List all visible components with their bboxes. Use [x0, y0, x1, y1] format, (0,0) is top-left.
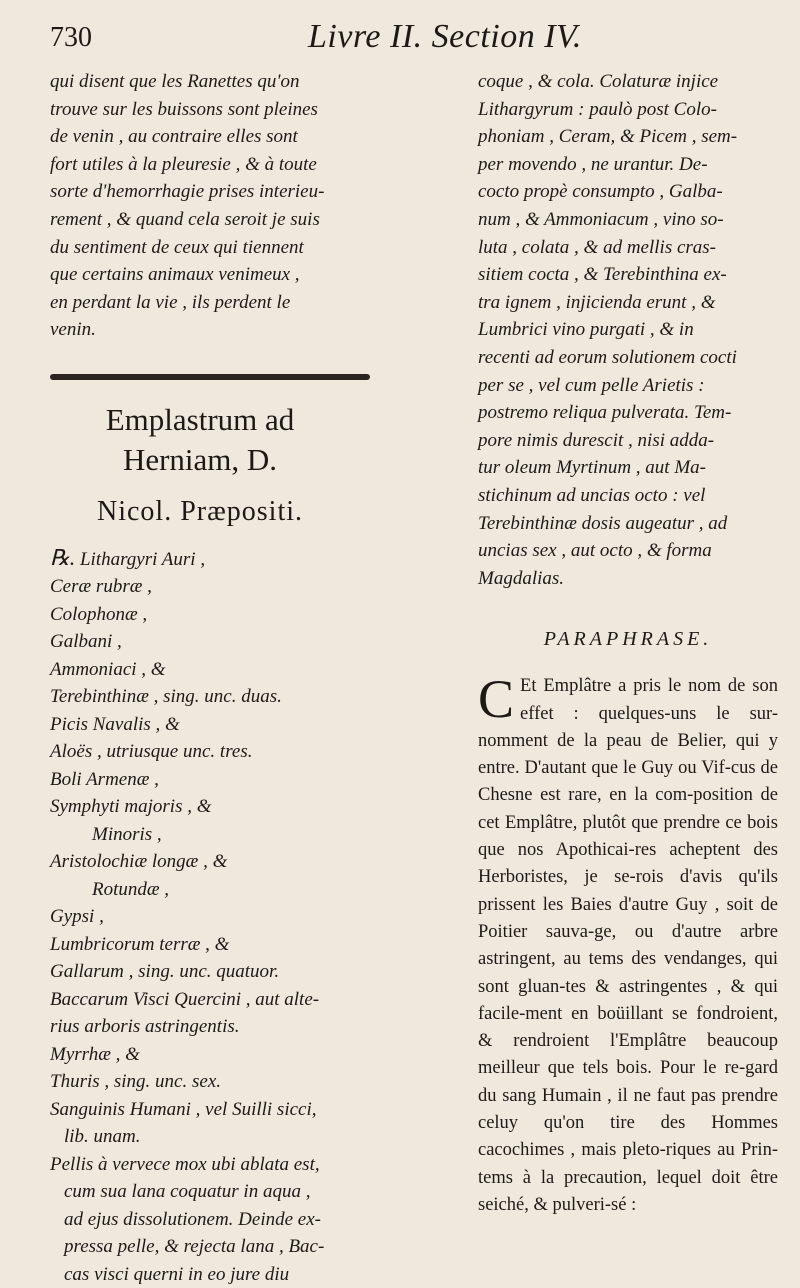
ingredient-list — [50, 544, 410, 1288]
page-number: 730 — [50, 22, 92, 53]
intro-paragraph — [50, 68, 410, 344]
ingredient-line: Colophonæ , — [50, 603, 148, 625]
running-title: Livre II. Section IV. — [308, 18, 582, 55]
text-line: sitiem cocta , & Terebinthina ex- — [478, 264, 727, 286]
text-line: sorte d'hemorrhagie prises interieu- — [50, 181, 325, 203]
text-line: uncias sex , aut octo , & forma — [478, 540, 712, 562]
ingredient-line: Aristolochiæ longæ , & — [50, 851, 228, 873]
ingredient-line: Galbani , — [50, 631, 122, 653]
ingredient-line: Gypsi , — [50, 906, 104, 928]
ingredient-line: Boli Armenæ , — [50, 768, 159, 790]
text-line: fort utiles à la pleuresie , & à toute — [50, 153, 317, 175]
ingredient-line: cum sua lana coquatur in aqua , — [64, 1181, 311, 1203]
text-line: Lithargyrum : paulò post Colo- — [478, 98, 717, 120]
text-line: stichinum ad uncias octo : vel — [478, 484, 706, 506]
recipe-symbol: ℞. — [50, 544, 76, 570]
text-line: venin. — [50, 319, 96, 341]
ingredient-line: Myrrhæ , & — [50, 1043, 140, 1065]
text-line: Magdalias. — [478, 567, 565, 589]
recipe-title: Emplastrum ad Herniam, D. — [105, 401, 295, 477]
text-line: per se , vel cum pelle Arietis : — [478, 374, 705, 396]
ingredient-line: Thuris , sing. unc. sex. — [50, 1071, 221, 1093]
ingredient-line: lib. unam. — [64, 1126, 141, 1148]
ingredient-line: Ceræ rubræ , — [50, 576, 152, 598]
ingredient-line: Lumbricorum terræ , & — [50, 933, 230, 955]
paraphrase-paragraph — [478, 669, 778, 1219]
text-line: Terebinthinæ dosis augeatur , ad — [478, 512, 728, 534]
text-line: que certains animaux venimeux , — [50, 264, 300, 286]
ingredient-line: ℞. Lithargyri Auri , — [50, 544, 206, 570]
text-line: recenti ad eorum solutionem cocti — [478, 346, 737, 368]
text-line: Lumbrici vino purgati , & in — [478, 319, 694, 341]
ingredient-line: cas visci querni in eo jure diu — [64, 1263, 290, 1285]
latin-instructions — [478, 68, 778, 592]
ingredient-line: Gallarum , sing. unc. quatuor. — [50, 961, 280, 983]
text-line: de venin , au contraire elles sont — [50, 126, 298, 148]
drop-cap: C — [478, 669, 515, 730]
text-line: en perdant la vie , ils perdent le — [50, 291, 291, 313]
text-line: postremo reliqua pulverata. Tem- — [478, 402, 732, 424]
ingredient-line: pressa pelle, & rejecta lana , Bac- — [64, 1236, 325, 1258]
ingredient-line: Ammoniaci , & — [50, 658, 166, 680]
text-line: pore nimis durescit , nisi adda- — [478, 429, 715, 451]
text-line: coque , & cola. Colaturæ injice — [478, 71, 719, 92]
text-line: qui disent que les Ranettes qu'on — [50, 71, 300, 92]
ingredient-line: Picis Navalis , & — [50, 713, 180, 735]
page-header — [50, 18, 750, 64]
ingredient-line: Minoris , — [92, 823, 162, 845]
text-line: num , & Ammoniacum , vino so- — [478, 208, 724, 230]
text-line: per movendo , ne urantur. De- — [478, 153, 708, 175]
text-line: tur oleum Myrtinum , aut Ma- — [478, 457, 706, 479]
ingredient-line: Baccarum Visci Quercini , aut alte- — [50, 988, 320, 1010]
right-column — [478, 68, 778, 1219]
ingredient-line: ad ejus dissolutionem. Deinde ex- — [64, 1208, 321, 1230]
text-line: phoniam , Ceram, & Picem , sem- — [478, 126, 738, 148]
ingredient-line: Rotundæ , — [92, 878, 170, 900]
text-line: luta , colata , & ad mellis cras- — [478, 236, 717, 258]
text-line: cocto propè consumpto , Galba- — [478, 181, 723, 203]
paraphrase-heading: PARAPHRASE. — [543, 628, 713, 651]
text-line: du sentiment de ceux qui tiennent — [50, 236, 304, 258]
section-divider — [50, 374, 370, 380]
ingredient-line: Terebinthinæ , sing. unc. duas. — [50, 686, 282, 708]
ingredient-line: Aloës , utriusque unc. tres. — [50, 741, 253, 763]
recipe-author: Nicol. Præpositi. — [96, 495, 303, 527]
ingredient-line: Sanguinis Humani , vel Suilli sicci, — [50, 1098, 317, 1120]
text-line: rement , & quand cela seroit je suis — [50, 208, 320, 230]
paraphrase-body: Et Emplâtre a pris le nom de son effet : quelques-uns le sur-nomment de la peau de Belier, qui y entre. D'autant que le Guy ou Vif-cus de Chesne est rare, en la com-position de cet Emplâtre, plutôt que prendre ce bois que nos Apothicai-res acheptent des Herboristes, je se-rois d'avis qu'ils prissent les Baies d'autre Guy , soit de Poitier sauva-ge, ou d'autre arbre astringent, au tems des vendanges, qui sont gluan-tes & astringentes , & qui facile-ment en boüillant se fondroient, & rendroient l'Emplâtre beaucoup meilleur que tels bois. Pour le re-gard du sang Humain , il ne faut pas prendre celuy qu'on tire des Hommes cacochimes , mais pleto-riques au Prin-tems à la precaution, lequel doit être seiché, & pulveri-sé : — [478, 676, 778, 1215]
ingredient-line: Symphyti majoris , & — [50, 796, 212, 818]
text-line: tra ignem , injicienda erunt , & — [478, 291, 716, 313]
text-line: trouve sur les buissons sont pleines — [50, 98, 318, 120]
ingredient-line: Pellis à vervece mox ubi ablata est, — [50, 1153, 320, 1175]
ingredient-line: rius arboris astringentis. — [50, 1016, 240, 1038]
left-column — [50, 68, 410, 1288]
